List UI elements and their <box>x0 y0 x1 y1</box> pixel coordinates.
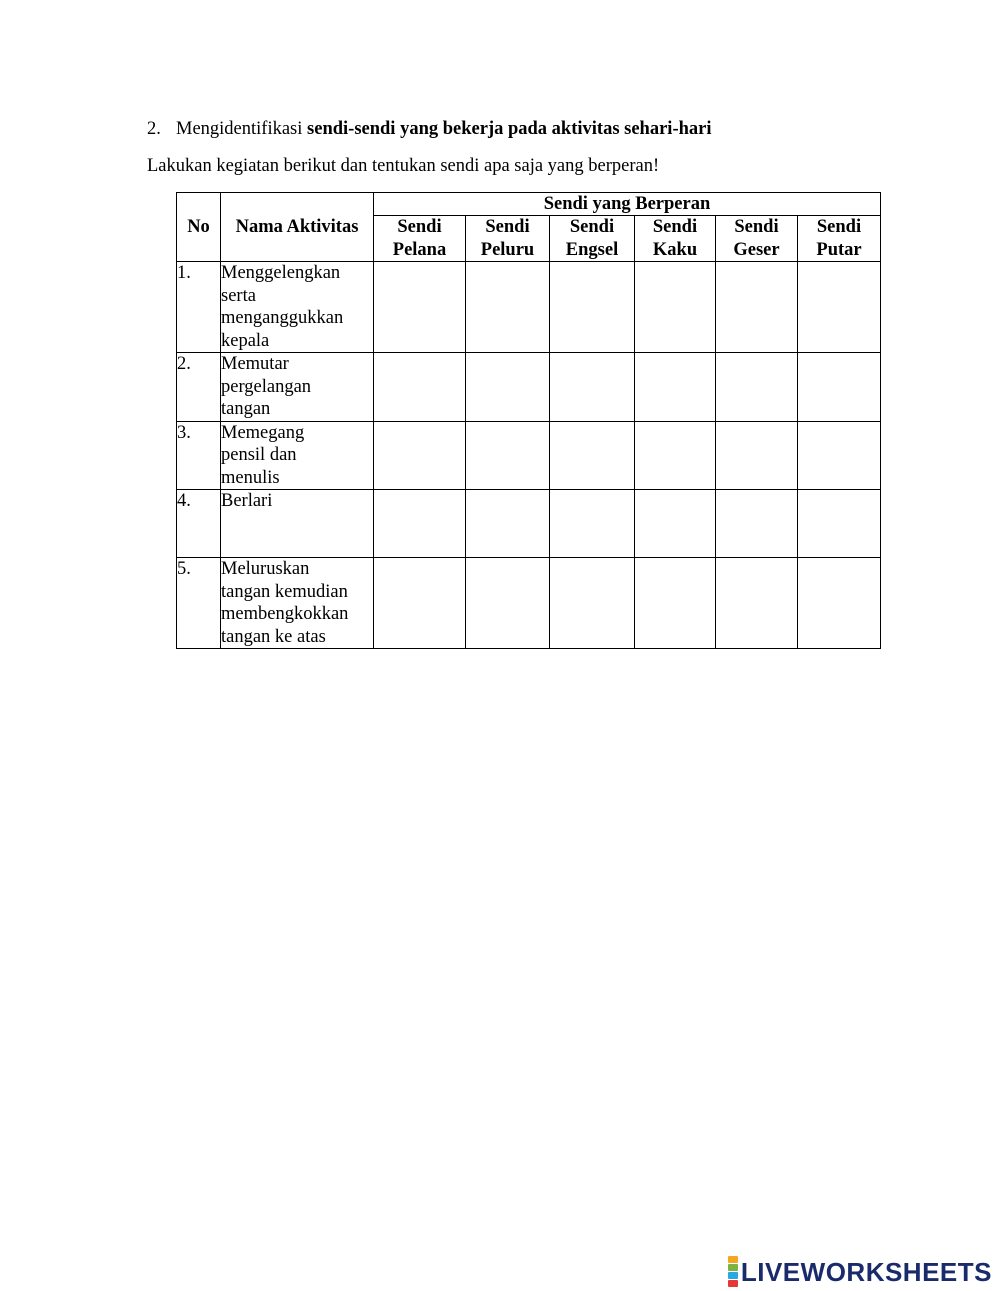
answer-cell-pelana[interactable] <box>374 558 466 649</box>
table-row <box>177 558 881 649</box>
answer-cell-geser[interactable] <box>716 421 798 490</box>
answer-cell-engsel[interactable] <box>550 490 635 558</box>
answer-cell-putar[interactable] <box>798 353 881 422</box>
row-number: 3. <box>177 421 221 490</box>
header-activity: Nama Aktivitas <box>221 193 374 262</box>
answer-cell-pelana[interactable] <box>374 262 466 353</box>
header-joint-putar <box>798 216 881 262</box>
task-heading-prefix: Mengidentifikasi <box>176 119 308 139</box>
answer-cell-pelana[interactable] <box>374 490 466 558</box>
row-number: 4. <box>177 490 221 558</box>
joint-activity-table <box>176 192 881 649</box>
row-number: 2. <box>177 353 221 422</box>
answer-cell-kaku[interactable] <box>635 353 716 422</box>
task-instruction: Lakukan kegiatan berikut dan tentukan sendi apa saja yang berperan! <box>147 156 660 176</box>
liveworksheets-logo <box>728 1256 992 1287</box>
answer-cell-pelana[interactable] <box>374 421 466 490</box>
header-joint-type: Pelana <box>392 239 447 260</box>
header-joint-word: Sendi <box>569 217 615 237</box>
answer-cell-peluru[interactable] <box>466 262 550 353</box>
header-joint-group: Sendi yang Berperan <box>374 193 881 216</box>
table-row <box>177 421 881 490</box>
header-joint-word: Sendi <box>734 217 779 237</box>
row-number: 5. <box>177 558 221 649</box>
task-heading-bold: sendi-sendi yang bekerja pada aktivitas sehari-hari <box>307 119 712 139</box>
row-activity: Memegang pensil dan menulis <box>221 421 374 490</box>
row-activity: Memutar pergelangan tangan <box>221 353 374 422</box>
answer-cell-peluru[interactable] <box>466 421 550 490</box>
answer-cell-kaku[interactable] <box>635 490 716 558</box>
answer-cell-engsel[interactable] <box>550 558 635 649</box>
liveworksheets-logo-text: LIVEWORKSHEETS <box>740 1256 992 1287</box>
header-joint-kaku <box>635 216 716 262</box>
answer-cell-kaku[interactable] <box>635 421 716 490</box>
header-joint-type: Engsel <box>565 239 619 260</box>
header-joint-word: Sendi <box>485 217 530 237</box>
row-activity: Berlari <box>221 490 374 558</box>
header-joint-type: Putar <box>816 239 862 260</box>
header-joint-word: Sendi <box>397 217 442 237</box>
answer-cell-engsel[interactable] <box>550 421 635 490</box>
answer-cell-peluru[interactable] <box>466 353 550 422</box>
table-row <box>177 490 881 558</box>
header-joint-peluru <box>466 216 550 262</box>
header-joint-pelana <box>374 216 466 262</box>
header-joint-word: Sendi <box>652 217 698 237</box>
answer-cell-peluru[interactable] <box>466 490 550 558</box>
header-joint-type: Peluru <box>480 239 535 260</box>
header-joint-type: Kaku <box>652 239 698 260</box>
task-number: 2. <box>147 119 161 139</box>
answer-cell-kaku[interactable] <box>635 262 716 353</box>
answer-cell-putar[interactable] <box>798 262 881 353</box>
answer-cell-kaku[interactable] <box>635 558 716 649</box>
row-activity: Meluruskan tangan kemudian membengkokkan tangan ke atas <box>221 558 374 649</box>
answer-cell-peluru[interactable] <box>466 558 550 649</box>
header-joint-word: Sendi <box>816 217 862 237</box>
header-no: No <box>177 193 221 262</box>
answer-cell-geser[interactable] <box>716 262 798 353</box>
header-joint-type: Geser <box>733 239 780 260</box>
row-activity: Menggelengkan serta menganggukkan kepala <box>221 262 374 353</box>
table-row <box>177 262 881 353</box>
answer-cell-geser[interactable] <box>716 558 798 649</box>
answer-cell-geser[interactable] <box>716 490 798 558</box>
answer-cell-geser[interactable] <box>716 353 798 422</box>
answer-cell-putar[interactable] <box>798 558 881 649</box>
answer-cell-putar[interactable] <box>798 490 881 558</box>
liveworksheets-logo-icon <box>728 1256 738 1287</box>
task-heading <box>147 117 712 141</box>
row-number: 1. <box>177 262 221 353</box>
header-joint-geser <box>716 216 798 262</box>
header-joint-engsel <box>550 216 635 262</box>
answer-cell-engsel[interactable] <box>550 262 635 353</box>
answer-cell-putar[interactable] <box>798 421 881 490</box>
table-row <box>177 353 881 422</box>
answer-cell-pelana[interactable] <box>374 353 466 422</box>
answer-cell-engsel[interactable] <box>550 353 635 422</box>
